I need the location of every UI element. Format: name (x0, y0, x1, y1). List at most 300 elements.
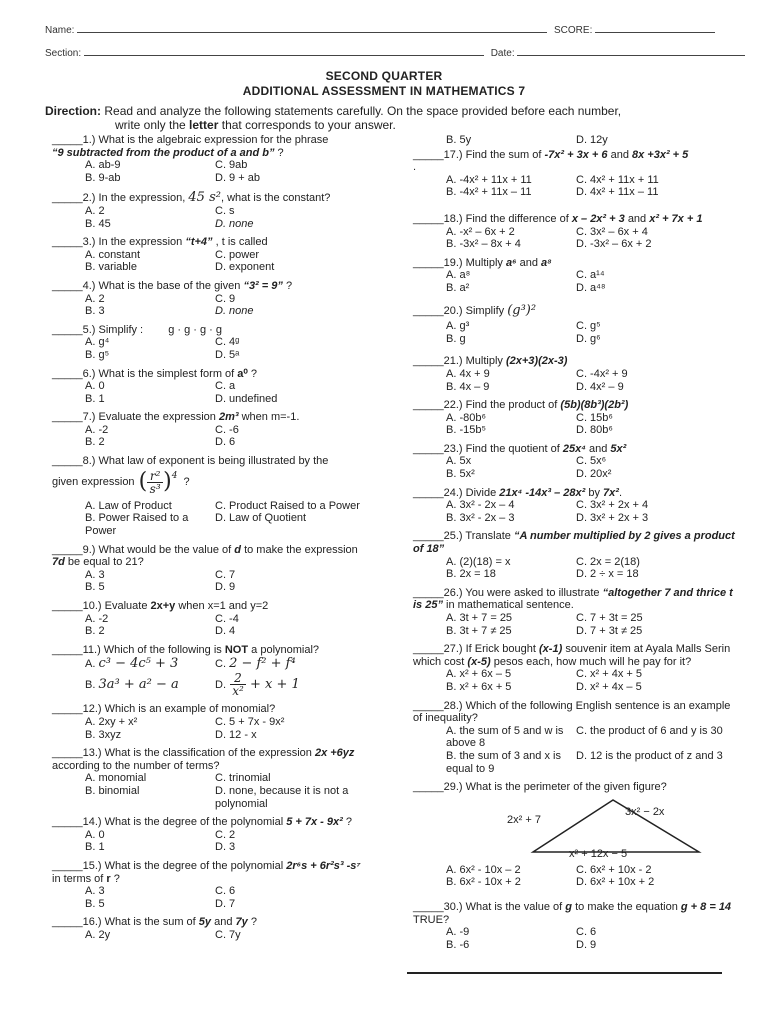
question-10 (52, 600, 372, 638)
option-d: D. 6x² + 10x + 2 (576, 876, 655, 889)
section-field[interactable] (84, 45, 484, 56)
q-text: In the expression (98, 236, 183, 249)
direction-letter: letter (189, 118, 219, 132)
q-text: Simplify (465, 304, 505, 317)
q-emph: (x-1) (539, 643, 563, 656)
option-b: B. -4x² + 11x – 11 (446, 186, 532, 199)
q-emph: 21x⁴ -14x³ – 28x² (499, 486, 586, 499)
option-a: A. -2 (85, 612, 109, 625)
answer-blank[interactable] (52, 236, 83, 248)
option-c: C. 9 (215, 292, 236, 305)
option-d: D. 9 (215, 581, 236, 594)
q-number: 26.) (443, 586, 463, 599)
option-c-letter: C. (215, 658, 226, 671)
answer-blank[interactable] (413, 643, 444, 655)
answer-blank[interactable] (52, 600, 83, 612)
q-tail: ? (250, 367, 257, 380)
option-a: A. 5x (446, 455, 472, 468)
option-c: C. 9ab (215, 159, 248, 172)
q-tail: when x=1 and y=2 (178, 600, 269, 612)
option-a: A. -9 (446, 926, 470, 939)
option-c: C. s (215, 204, 235, 217)
question-3 (52, 236, 372, 274)
option-b: B. 45 (85, 217, 111, 230)
answer-blank[interactable] (52, 703, 83, 715)
answer-blank[interactable] (413, 487, 444, 499)
q-text: Which of the following English sentence is an example of inequality? (413, 699, 731, 725)
option-b: B. -6 (446, 938, 470, 951)
option-c: C. 7 + 3t = 25 (576, 612, 643, 624)
q-emph: (5b)(8b³)(2b²) (560, 399, 629, 412)
q-number: 5.) (82, 323, 96, 336)
q-text: What is the algebraic expression for the phrase (98, 134, 329, 146)
q-tail: TRUE? (413, 913, 450, 926)
q-number: 7.) (82, 411, 96, 424)
question-23 (413, 443, 735, 481)
q-text: What is the simplest form of (98, 367, 235, 380)
q-text: Multiply (465, 355, 503, 368)
option-c: C. g⁵ (576, 320, 601, 333)
q-tail: according to the number of terms? (52, 759, 220, 772)
option-b: B. 6x² - 10x + 2 (446, 876, 521, 889)
q-number: 23.) (443, 442, 463, 455)
option-b: B. 3xyz (85, 728, 122, 741)
direction-line1: Read and analyze the following statements carefully. On the space provided before each number, (104, 104, 622, 118)
q-text: What is the base of the given (98, 279, 241, 292)
section-label: Section: (45, 48, 82, 59)
option-a: A. monomial (85, 772, 147, 785)
q-text: What is the perimeter of the given figure? (465, 781, 667, 794)
q-number: 15.) (82, 859, 102, 872)
q-emph: NOT (224, 643, 249, 656)
q-emph-2: (x-5) (467, 655, 491, 668)
q-number: 9.) (82, 543, 96, 556)
option-a: A. 2 (85, 204, 105, 217)
option-b: B. -3x² – 8x + 4 (446, 238, 521, 251)
q-tail: ? (183, 476, 190, 489)
bottom-rule (407, 972, 722, 974)
question-28 (413, 700, 735, 776)
option-b-letter: B. (85, 678, 96, 691)
option-d: D. -3x² – 6x + 2 (576, 238, 652, 251)
name-row (45, 22, 715, 36)
option-d: D. 3x² + 2x + 3 (576, 511, 649, 524)
question-29 (413, 781, 735, 889)
q-tail: ? (345, 816, 352, 829)
q-emph: “9 subtracted from the product of a and b” (52, 146, 275, 159)
option-a: A. -x² – 6x + 2 (446, 225, 515, 238)
q-text: Translate (465, 530, 511, 543)
q-emph-2: 7d (52, 556, 65, 569)
option-b: B. 5x² (446, 468, 475, 481)
q-expression: (g³)² (507, 302, 537, 318)
q-emph-2: r (106, 872, 111, 885)
option-c: C. 5 + 7x - 9x² (215, 715, 285, 728)
score-field[interactable] (595, 22, 715, 33)
option-c: C. the product of 6 and y is 30 (576, 724, 723, 737)
option-d: D. 12 - x (215, 728, 257, 741)
option-d: D. none (215, 217, 254, 230)
option-c: C. 7y (215, 928, 241, 941)
q-text-2: and (627, 212, 647, 225)
q-tail: ? (250, 916, 257, 929)
option-a: A. Law of Product (85, 499, 172, 512)
option-b: B. 3 (85, 305, 105, 318)
option-c: C. a (215, 380, 236, 393)
question-24 (413, 487, 735, 525)
q-emph: 5y (198, 916, 212, 929)
option-b: B. 9-ab (85, 171, 121, 184)
q-number: 12.) (82, 703, 102, 716)
question-11 (52, 644, 372, 698)
q-number: 29.) (443, 781, 463, 794)
answer-blank[interactable] (413, 781, 444, 793)
question-18 (413, 213, 735, 251)
option-b: B. 2 (85, 625, 105, 638)
option-c: C. 2x = 2(18) (576, 555, 640, 568)
q-number: 30.) (443, 900, 463, 913)
q-emph: d (234, 543, 241, 556)
option-c: C. -6 (215, 423, 239, 436)
option-c: C. 4x² + 11x + 11 (576, 173, 659, 186)
option-c: C. 4ᵍ (215, 336, 240, 349)
option-a: A. (2)(18) = x (446, 555, 511, 568)
question-15 (52, 860, 372, 910)
option-d-letter: D. (215, 678, 226, 691)
q-number: 28.) (443, 699, 463, 712)
option-a: A. -80b⁶ (446, 411, 486, 424)
name-label: Name: (45, 25, 75, 36)
q-text: Multiply (465, 256, 503, 269)
q-number: 6.) (82, 367, 96, 380)
answer-blank[interactable] (52, 324, 83, 336)
option-a-letter: A. (85, 658, 96, 671)
option-b: B. binomial (85, 784, 140, 797)
question-8 (52, 455, 372, 538)
q-text-2: and (610, 148, 629, 161)
option-a: A. 3 (85, 568, 105, 581)
question-22 (413, 399, 735, 437)
question-30 (413, 901, 735, 951)
q-emph: 2m³ (218, 411, 239, 424)
option-d-denominator: x² (232, 684, 244, 699)
q-fraction-expression: ( r² s³ ) $^4$ (138, 468, 178, 497)
answer-blank[interactable] (52, 544, 83, 556)
option-c: C. 6 (215, 885, 236, 898)
q-text: Find the quotient of (465, 442, 560, 455)
q-number: 13.) (82, 747, 102, 760)
option-d: D. 12y (576, 134, 608, 146)
directions (45, 104, 725, 132)
q-math: 45 s² (188, 190, 221, 206)
answer-blank[interactable] (52, 916, 83, 928)
q-emph: “3² = 9” (243, 279, 283, 292)
q-text: Simplify : (98, 323, 144, 336)
q-number: 19.) (443, 256, 463, 269)
option-a: A. g⁴ (85, 336, 110, 349)
answer-blank[interactable] (52, 280, 83, 292)
option-c: C. 6 (576, 926, 597, 939)
option-a: A. a⁸ (446, 269, 471, 282)
q-number: 4.) (82, 279, 96, 292)
q-text: What law of exponent is being illustrated by the (98, 455, 329, 468)
answer-blank[interactable] (413, 305, 444, 317)
q-tail: , what is the constant? (220, 192, 331, 205)
q-text: Find the sum of (465, 148, 542, 161)
option-a: A. -4x² + 11x + 11 (446, 173, 532, 186)
q-number: 21.) (443, 355, 463, 368)
q-emph-2: x² + 7x + 1 (649, 212, 703, 225)
option-b: B. 1 (85, 841, 105, 854)
q-number: 2.) (82, 192, 96, 205)
answer-blank[interactable] (413, 700, 444, 712)
question-26 (413, 587, 735, 637)
option-b: B. g⁵ (85, 348, 110, 361)
score-label: SCORE: (554, 25, 593, 36)
answer-blank[interactable] (413, 587, 444, 599)
q-emph-2: g + 8 = 14 (680, 900, 732, 913)
option-d: D. undefined (215, 392, 278, 405)
q-text-2: in terms of (52, 872, 104, 885)
q-number: 11.) (82, 643, 101, 656)
triangle-side-left-label: 2x² + 7 (507, 813, 541, 826)
q-emph: a⁰ (237, 367, 248, 380)
q-emph: 2x +6yz (314, 747, 355, 760)
answer-blank[interactable] (413, 213, 444, 225)
q-text: What would be the value of (98, 543, 232, 556)
option-d: D. 5ᵃ (215, 348, 240, 361)
question-25 (413, 530, 735, 580)
option-d: D. 3 (215, 841, 236, 854)
q-emph: “t+4” (185, 236, 213, 249)
option-d: D. 80b⁶ (576, 424, 613, 437)
answer-blank[interactable] (413, 443, 444, 455)
option-c: C. -4 (215, 612, 239, 625)
q-number: 25.) (443, 530, 463, 543)
q-emph: 25x⁴ (562, 442, 586, 455)
option-d: D. 6 (215, 436, 236, 449)
q-emph-2: a⁸ (541, 256, 552, 269)
q-emph: “A number multiplied by 2 gives a product of 18” (413, 530, 735, 556)
answer-blank[interactable] (413, 530, 444, 542)
answer-blank[interactable] (52, 411, 83, 423)
option-d: D. 7 (215, 897, 236, 910)
option-b: B. the sum of 3 and x is equal to 9 (446, 749, 561, 775)
q-emph: (2x+3)(2x-3) (505, 355, 568, 368)
option-a: A. 4x + 9 (446, 367, 490, 380)
option-a: A. 2xy + x² (85, 715, 138, 728)
q-text-2: and (519, 256, 538, 269)
option-a: A. -2 (85, 423, 109, 436)
option-d: D. 20x² (576, 468, 612, 481)
q-number: 20.) (443, 304, 463, 317)
q-text: What is the classification of the expression (104, 747, 312, 760)
q-number: 10.) (82, 600, 102, 612)
option-b: 3a³ + a² − a (98, 676, 179, 692)
q-text-2: and (214, 916, 233, 929)
option-b: B. 5 (85, 581, 105, 594)
question-14 (52, 816, 372, 854)
option-d: D. 4 (215, 625, 236, 638)
option-b: B. 1 (85, 392, 105, 405)
option-d: D. 2 ÷ x = 18 (576, 568, 639, 581)
q-tail: ? (285, 279, 293, 292)
q-text: Evaluate (104, 600, 148, 612)
option-d: D. 9 (576, 938, 597, 951)
q-number: 22.) (443, 399, 463, 412)
q-text-2: to make the equation (575, 900, 678, 913)
option-a: A. 3x² - 2x – 4 (446, 499, 515, 512)
option-d: D. exponent (215, 261, 275, 274)
option-b: B. 5y (446, 134, 472, 146)
date-field[interactable] (517, 45, 745, 56)
answer-blank[interactable] (52, 455, 83, 467)
q-text: What is the sum of (104, 916, 196, 929)
answer-blank[interactable] (52, 816, 83, 828)
answer-blank[interactable] (52, 644, 83, 656)
triangle-side-right-label: 3x² − 2x (625, 805, 665, 818)
option-b: B. 5 (85, 897, 105, 910)
q-emph-2: 7y (235, 916, 248, 929)
option-d-numerator: 2 (234, 671, 242, 686)
q-text-2: given expression (52, 476, 135, 489)
option-d: D. none, because it is not a polynomial (215, 784, 349, 810)
q-number: 27.) (443, 643, 463, 656)
q-expression: g · g · g · g (168, 323, 222, 336)
answer-blank[interactable] (52, 747, 83, 759)
question-4 (52, 280, 372, 318)
triangle-side-bottom-label: x² + 12x − 5 (569, 847, 628, 860)
q-tail: , t is called (215, 236, 268, 249)
right-column (413, 134, 735, 957)
option-a: A. 2 (85, 292, 105, 305)
option-b: B. Power Raised to a Power (85, 512, 189, 538)
answer-blank[interactable] (413, 901, 444, 913)
q-text-2: by (588, 486, 600, 499)
question-16 (52, 916, 372, 941)
q-tail: . (413, 161, 417, 174)
option-c: C. 7 (215, 568, 236, 581)
q-text-2: to make the expression (244, 543, 358, 556)
question-20 (413, 302, 735, 346)
question-1 (52, 134, 372, 184)
q-emph: “altogether 7 and thrice t is 25” (413, 586, 733, 612)
q-text-2: and (588, 442, 608, 455)
question-13 (52, 747, 372, 810)
option-a: A. 2y (85, 928, 111, 941)
direction-label: Direction: (45, 104, 102, 118)
q-tail: . (618, 486, 623, 499)
q-number: 3.) (82, 236, 96, 249)
q-text: In the expression, (98, 192, 186, 205)
q-tail: in mathematical sentence. (446, 599, 574, 612)
question-2 (52, 192, 372, 230)
q-tail: when m=-1. (241, 411, 300, 424)
option-b: B. g (446, 332, 466, 345)
answer-blank[interactable] (52, 860, 83, 872)
answer-blank[interactable] (52, 192, 83, 204)
option-c: C. 2 (215, 828, 236, 841)
question-16-continued (413, 134, 735, 147)
option-c: C. trinomial (215, 772, 271, 785)
option-a: A. ab-9 (85, 159, 121, 172)
answer-blank[interactable] (413, 257, 444, 269)
question-6 (52, 368, 372, 406)
option-c: C. 3x² – 6x + 4 (576, 225, 648, 238)
option-a: A. g³ (446, 320, 470, 333)
q-emph: 5 + 7x - 9x² (286, 816, 343, 829)
option-c: C. 6x² + 10x - 2 (576, 863, 652, 876)
option-b: B. 2 (85, 436, 105, 449)
option-d-tail: + x + 1 (250, 676, 300, 692)
answer-blank[interactable] (413, 149, 444, 161)
option-a: A. 3 (85, 885, 105, 898)
section-row (45, 45, 745, 59)
question-21 (413, 355, 735, 393)
q-emph: 2r⁶s + 6r²s³ -s⁷ (286, 859, 361, 872)
question-17 (413, 149, 735, 199)
q-emph: -7x² + 3x + 6 (544, 148, 608, 161)
option-c: 2 − f² + f⁴ (229, 656, 296, 672)
option-a: c³ − 4c⁵ + 3 (98, 656, 179, 672)
q-text: You were asked to illustrate (465, 586, 600, 599)
answer-blank[interactable] (413, 399, 444, 411)
option-a: A. the sum of 5 and w is above 8 (446, 724, 564, 750)
q-text: Find the difference of (465, 212, 569, 225)
option-c: C. power (215, 248, 260, 261)
option-c: C. -4x² + 9 (576, 367, 628, 380)
name-field[interactable] (77, 22, 547, 33)
option-c: C. 3x² + 2x + 4 (576, 499, 649, 512)
option-c: C. x² + 4x + 5 (576, 668, 643, 681)
fraction-power: 4 (171, 470, 178, 481)
q-number: 14.) (82, 816, 102, 829)
option-d: D. none (215, 305, 254, 318)
answer-blank[interactable] (52, 134, 83, 146)
direction-line2c: that corresponds to your answer. (221, 118, 396, 132)
q-text: Which is an example of monomial? (104, 703, 276, 716)
q-text: Find the product of (465, 399, 558, 412)
q-number: 1.) (82, 134, 96, 146)
option-c: C. 5x⁶ (576, 455, 607, 468)
q-text: What is the degree of the polynomial (104, 859, 284, 872)
question-7 (52, 411, 372, 449)
option-d: D. 9 + ab (215, 171, 260, 184)
q-tail: be equal to 21? (67, 556, 144, 569)
question-12 (52, 703, 372, 741)
option-d: D. 7 + 3t ≠ 25 (576, 624, 643, 637)
q-text: What is the value of (465, 900, 563, 913)
q-text-2: souvenir item at Ayala Malls Serin which cost (413, 643, 731, 668)
fraction-denominator: s³ (149, 482, 161, 497)
q-tail: ? (113, 872, 120, 885)
option-a: A. constant (85, 248, 141, 261)
answer-blank[interactable] (52, 368, 83, 380)
title-quarter: SECOND QUARTER (325, 69, 443, 83)
q-tail: pesos each, how much will he pay for it? (493, 655, 692, 668)
q-text: Which of the following is (103, 643, 222, 656)
option-b: B. 3x² - 2x – 3 (446, 511, 515, 524)
q-tail: ? (277, 146, 284, 159)
option-c: C. a¹⁴ (576, 269, 605, 282)
direction-line2a: write only the (115, 118, 186, 132)
q-emph-2: 7x² (603, 486, 619, 499)
answer-blank[interactable] (413, 355, 444, 367)
option-d: D. x² + 4x – 5 (576, 680, 642, 693)
date-label: Date: (490, 48, 515, 59)
q-text: If Erick bought (465, 643, 536, 656)
q-tail: a polynomial? (251, 643, 320, 656)
